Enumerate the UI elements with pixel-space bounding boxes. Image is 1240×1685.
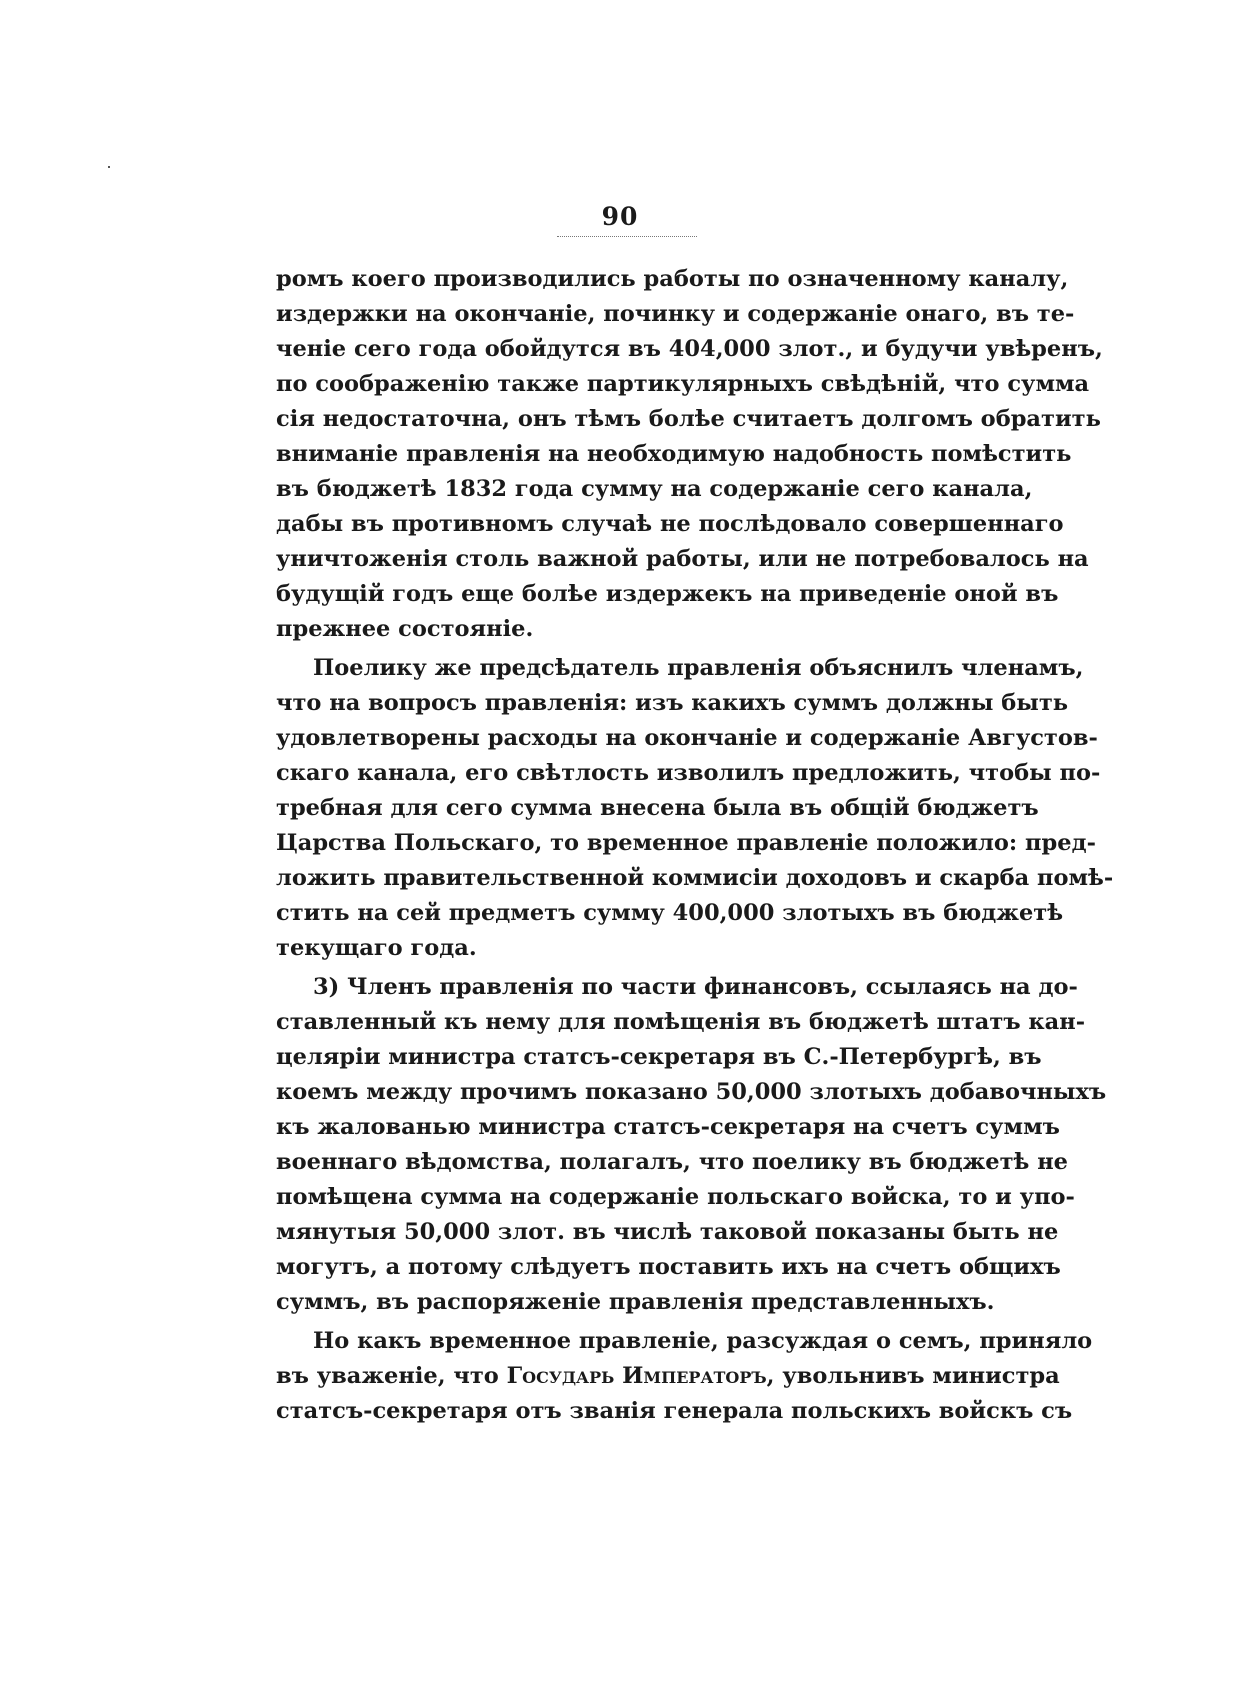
text-line — [276, 1359, 1060, 1394]
text-fragment: въ уваженіе, что — [276, 1363, 507, 1389]
text-line: мянутыя 50,000 злот. въ числѣ таковой показаны быть не — [276, 1219, 1059, 1245]
text-line: помѣщена сумма на содержаніе польскаго войска, то и упо- — [276, 1184, 1075, 1210]
text-line: по соображенію также партикулярныхъ свѣдѣній, что сумма — [276, 371, 1090, 397]
text-line: текущаго года. — [276, 935, 477, 961]
text-line: сія недостаточна, онъ тѣмъ болѣе считаетъ долгомъ обратить — [276, 406, 1101, 432]
text-line: прежнее состояніе. — [276, 616, 534, 642]
page-number: 90 — [601, 202, 639, 231]
text-line: требная для сего сумма внесена была въ общій бюджетъ — [276, 795, 1039, 821]
text-line: суммъ, въ распоряженіе правленія представленныхъ. — [276, 1289, 995, 1315]
text-line: могутъ, а потому слѣдуетъ поставить ихъ на счетъ общихъ — [276, 1254, 1061, 1280]
paragraph-3 — [276, 970, 1107, 1320]
page-number-rule — [557, 236, 697, 237]
paragraph-4 — [276, 1324, 1093, 1429]
text-line: ромъ коего производились работы по означенному каналу, — [276, 266, 1069, 292]
text-line: Поелику же предсѣдатель правленія объяснилъ членамъ, — [313, 655, 1084, 681]
text-line: 3) Членъ правленія по части финансовъ, ссылаясь на до- — [313, 974, 1078, 1000]
text-line: Царства Польскаго, то временное правленіе положило: пред- — [276, 830, 1096, 856]
emperor-title: Государь Императоръ — [506, 1363, 767, 1389]
text-line: уничтоженія столь важной работы, или не потребовалось на — [276, 546, 1089, 572]
text-line: удовлетворены расходы на окончаніе и содержаніе Августов- — [276, 725, 1098, 751]
text-line: ставленный къ нему для помѣщенія въ бюджетѣ штатъ кан- — [276, 1009, 1086, 1035]
text-fragment: , увольнивъ министра — [766, 1363, 1060, 1389]
text-line: къ жалованью министра статсъ-секретаря на счетъ суммъ — [276, 1114, 1060, 1140]
text-line: статсъ-секретаря отъ званія генерала польскихъ войскъ съ — [276, 1398, 1073, 1424]
text-line: коемъ между прочимъ показано 50,000 злотыхъ добавочныхъ — [276, 1079, 1107, 1105]
text-line: что на вопросъ правленія: изъ какихъ суммъ должны быть — [276, 690, 1069, 716]
text-line: военнаго вѣдомства, полагалъ, что поелику въ бюджетѣ не — [276, 1149, 1068, 1175]
text-line: въ бюджетѣ 1832 года сумму на содержаніе сего канала, — [276, 476, 1033, 502]
text-line: скаго канала, его свѣтлость изволилъ предложить, чтобы по- — [276, 760, 1101, 786]
text-line: ченіе сего года обойдутся въ 404,000 злот., и будучи увѣренъ, — [276, 336, 1103, 362]
text-line: вниманіе правленія на необходимую надобность помѣстить — [276, 441, 1072, 467]
text-line: стить на сей предметъ сумму 400,000 злотыхъ въ бюджетѣ — [276, 900, 1064, 926]
body-text — [276, 262, 1114, 1429]
paragraph-2 — [276, 651, 1114, 966]
text-line: будущій годъ еще болѣе издержекъ на приведеніе оной въ — [276, 581, 1059, 607]
text-line: дабы въ противномъ случаѣ не послѣдовало совершеннаго — [276, 511, 1064, 537]
scan-speck — [108, 166, 110, 168]
text-line: издержки на окончаніе, починку и содержаніе онаго, въ те- — [276, 301, 1075, 327]
text-line: Но какъ временное правленіе, разсуждая о семъ, приняло — [313, 1328, 1093, 1354]
text-line: ложить правительственной коммисіи доходовъ и скарба помѣ- — [276, 865, 1114, 891]
text-line: целяріи министра статсъ-секретаря въ С.-Петербургѣ, въ — [276, 1044, 1042, 1070]
paragraph-1 — [276, 262, 1103, 647]
